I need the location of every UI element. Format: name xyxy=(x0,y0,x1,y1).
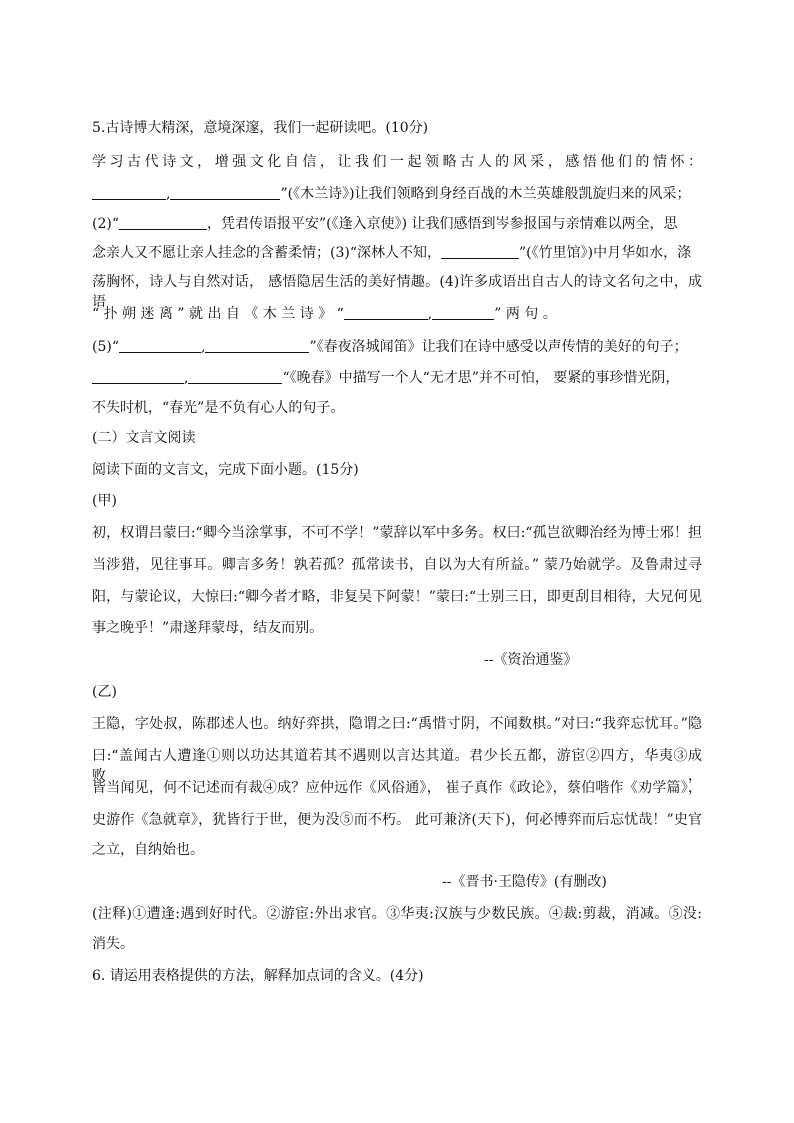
text-line: “ 扑 朔 迷 离 ” 就 出 自 《 木 兰 诗 》 “ , ” 两 句 。 xyxy=(92,306,557,322)
passage-line: 皆当闻见，何不记述而有裁④成？应仲远作《风俗通》， 崔子真作《政论》，蔡伯喈作《劝学篇》， xyxy=(92,780,702,796)
instruction: 阅读下面的文言文，完成下面小题。(15分) xyxy=(92,462,359,478)
annotation-line: (注释)①遭逢:遇到好时代。②游宦:外出求官。③华夷:汉族与少数民族。④裁:剪裁，消减。⑤没: xyxy=(92,906,702,922)
answer-blank[interactable] xyxy=(441,243,519,259)
text-line: 学习古代诗文，增强文化自信，让我们一起领略古人的风采，感悟他们的情怀： xyxy=(92,154,702,170)
passage-line: 史游作《急就章》，犹皆行于世，便为没⑤而不朽。 此可兼济(天下)，何必博弈而后忘忧哉！”史官 xyxy=(92,812,702,828)
text-line: 荡胸怀，诗人与自然对话， 感悟隐居生活的美好情趣。(4)许多成语出自古人的诗文名句之中，成语 xyxy=(92,274,702,310)
text-line: (5)“ , ”《春夜洛城闻笛》让我们在诗中感受以声传情的美好的句子； xyxy=(92,339,688,355)
passage-label-yi: (乙) xyxy=(92,684,117,700)
passage-line: 初，权谓吕蒙曰:“卿今当涂掌事，不可不学！”蒙辞以军中多务。权曰:“孤岂欲卿治经为博士邪！担 xyxy=(92,525,702,541)
passage-line: 事之晚乎！”肃遂拜蒙母，结友而别。 xyxy=(92,620,324,636)
source-citation: --《资治通鉴》 xyxy=(484,652,578,668)
section-heading: (二）文言文阅读 xyxy=(92,430,196,446)
annotation-line: 消失。 xyxy=(92,936,134,952)
answer-blank[interactable] xyxy=(344,304,428,320)
passage-line: 王隐，字处叔，陈郡述人也。纳好弈拱，隐谓之曰:“禹惜寸阴，不闻数棋。”对曰:“我弈忘忧耳。”隐 xyxy=(92,716,702,732)
answer-blank[interactable] xyxy=(170,184,280,200)
passage-line: 之立，自纳始也。 xyxy=(92,842,204,858)
question-6-title: 6. 请运用表格提供的方法，解释加点词的含义。(4分) xyxy=(92,968,424,984)
text-line: 念亲人又不愿让亲人挂念的含蓄柔情；(3)“深林人不知， ”(《竹里馆》)中月华如水，涤 xyxy=(92,245,692,261)
answer-blank[interactable] xyxy=(92,184,166,200)
text-line: , “《晚春》中描写一个人“无才思”并不可怕， 要紧的事珍惜光阴， xyxy=(92,368,702,388)
text-line: 不失时机，“春光”是不负有心人的句子。 xyxy=(92,400,345,416)
answer-blank[interactable] xyxy=(119,337,201,353)
answer-blank[interactable] xyxy=(432,304,494,320)
passage-label-jia: (甲) xyxy=(92,493,117,509)
passage-line: 当涉猎，见往事耳。卿言多务！孰若孤？孤常读书，自以为大有所益。” 蒙乃始就学。及鲁肃过寻 xyxy=(92,557,702,573)
question-5-title: 5.古诗博大精深，意境深邃，我们一起研读吧。(10分) xyxy=(92,120,429,136)
text-line: (2)“ ，凭君传语报平安”(《逢入京使》) 让我们感悟到岑参报国与亲情难以两全，思 xyxy=(92,216,678,232)
text-line: , ”(《木兰诗》)让我们领略到身经百战的木兰英雄般凯旋归来的风采； xyxy=(92,184,702,204)
answer-blank[interactable] xyxy=(119,214,207,230)
answer-blank[interactable] xyxy=(188,368,282,384)
answer-blank[interactable] xyxy=(205,337,309,353)
answer-blank[interactable] xyxy=(92,368,184,384)
passage-line: 曰:“盖闻古人遭逢①则以功达其道若其不遇则以言达其道。君少长五都，游宦②四方，华夷③成败， xyxy=(92,748,702,784)
source-citation: --《晋书·王隐传》(有删改) xyxy=(442,874,607,890)
passage-line: 阳，与蒙论议，大惊曰:“卿今者才略，非复吴下阿蒙！”蒙曰:“士别三日，即更刮目相待，大兄何见 xyxy=(92,589,702,605)
